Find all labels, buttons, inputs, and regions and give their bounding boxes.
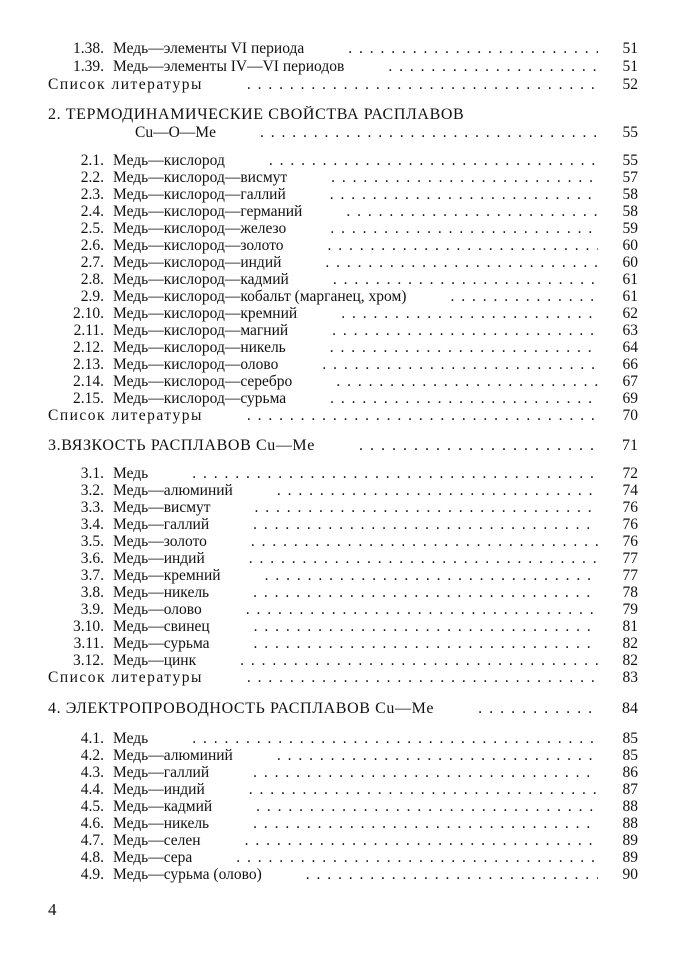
dot-leader [260, 124, 598, 141]
toc-entry [48, 465, 638, 482]
dot-leader [328, 237, 598, 254]
toc-entry [48, 866, 638, 883]
toc-page-number: 90 [622, 866, 638, 883]
toc-entry-number: 3.5. [80, 533, 104, 550]
toc-entry-number: 3.3. [80, 499, 104, 516]
toc-entry [48, 203, 638, 220]
toc-page-number: 64 [622, 339, 638, 356]
toc-entry [48, 305, 638, 322]
toc-entry-title: 3.ВЯЗКОСТЬ РАСПЛАВОВ Cu—Me [48, 437, 315, 454]
toc-entry-title: Медь—галлий [113, 516, 210, 533]
toc-entry-title: Медь—олово [113, 601, 202, 618]
toc-entry-title: Медь—кислород—висмут [113, 169, 288, 186]
toc-entry-title: Медь—золото [113, 533, 207, 550]
toc-page-number: 52 [622, 76, 638, 93]
toc-entry-number: 4.8. [80, 849, 104, 866]
dot-leader [330, 339, 598, 356]
toc-references-entry [48, 76, 638, 93]
toc-entry [48, 322, 638, 339]
toc-entry-number: 3.2. [80, 482, 104, 499]
toc-entry [48, 186, 638, 203]
toc-entry-number: 2.10. [73, 305, 104, 322]
dot-leader [277, 747, 598, 764]
toc-entry [48, 618, 638, 635]
dot-leader [322, 356, 598, 373]
dot-leader [359, 437, 598, 454]
toc-page-number: 74 [622, 482, 638, 499]
toc-entry-title: Медь—алюминий [113, 482, 233, 499]
toc-entry-number: 1.38. [73, 40, 104, 57]
toc-entry [48, 220, 638, 237]
toc-entry-title: Медь—свинец [113, 618, 210, 635]
toc-entry-title: 2. ТЕРМОДИНАМИЧЕСКИЕ СВОЙСТВА РАСПЛАВОВ [48, 106, 465, 123]
toc-entry [48, 567, 638, 584]
dot-leader [247, 669, 598, 686]
toc-entry [48, 152, 638, 169]
toc-page-number: 82 [622, 635, 638, 652]
toc-page-number: 69 [622, 390, 638, 407]
toc-entry-title: Список литературы [48, 76, 203, 93]
toc-entry [48, 550, 638, 567]
toc-entry-number: 2.12. [73, 339, 104, 356]
toc-entry [48, 58, 638, 75]
toc-entry [48, 482, 638, 499]
toc-entry [48, 730, 638, 747]
dot-leader [255, 499, 598, 516]
toc-entry-number: 1.39. [73, 58, 104, 75]
toc-entry-title: Медь—сурьма [113, 635, 210, 652]
toc-entry [48, 601, 638, 618]
toc-page-number: 77 [622, 550, 638, 567]
toc-entry-number: 3.11. [73, 635, 104, 652]
toc-entry [48, 747, 638, 764]
dot-leader [336, 373, 598, 390]
toc-entry-title: Медь—кислород—серебро [113, 373, 293, 390]
toc-references-entry [48, 407, 638, 424]
dot-leader [330, 390, 598, 407]
dot-leader [251, 533, 598, 550]
toc-entry-number: 2.5. [80, 220, 104, 237]
toc-entry-title: Медь [113, 730, 149, 747]
toc-entry-number: 3.9. [80, 601, 104, 618]
toc-entry-title: Медь—кадмий [113, 798, 213, 815]
toc-entry-title: Медь—индий [113, 781, 205, 798]
toc-page-number: 63 [622, 322, 638, 339]
dot-leader [331, 169, 598, 186]
toc-page-number: 83 [622, 669, 638, 686]
toc-entry-number: 4.4. [80, 781, 104, 798]
toc-entry-title: Медь—элементы IV—VI периодов [113, 58, 345, 75]
toc-entry-number: 2.13. [73, 356, 104, 373]
toc-page-number: 76 [622, 499, 638, 516]
toc-page-number: 67 [622, 373, 638, 390]
dot-leader [330, 220, 598, 237]
toc-entry-number: 2.11. [73, 322, 104, 339]
toc-page-number: 88 [622, 815, 638, 832]
toc-entry [48, 40, 638, 57]
toc-entry-title: Медь—кремний [113, 567, 221, 584]
toc-page-number: 76 [622, 533, 638, 550]
dot-leader [346, 203, 598, 220]
toc-entry-title: Медь—индий [113, 550, 205, 567]
dot-leader [333, 271, 598, 288]
toc-entry-number: 4.9. [80, 866, 104, 883]
toc-page-number: 71 [622, 437, 638, 454]
dot-leader [478, 700, 598, 717]
toc-page-number: 72 [622, 465, 638, 482]
toc-entry-number: 2.6. [80, 237, 104, 254]
toc-page-number: 79 [622, 601, 638, 618]
toc-entry-title: Медь—кислород—сурьма [113, 390, 287, 407]
toc-chapter-heading [48, 700, 638, 717]
toc-page-number: 60 [622, 237, 638, 254]
toc-entry-number: 2.8. [80, 271, 104, 288]
dot-leader [388, 58, 598, 75]
toc-page-number: 86 [622, 764, 638, 781]
toc-entry-number: 4.6. [80, 815, 104, 832]
toc-heading-continuation [135, 124, 638, 141]
toc-entry [48, 832, 638, 849]
dot-leader [254, 635, 598, 652]
dot-leader [249, 781, 598, 798]
toc-entry-title: Медь—селен [113, 832, 201, 849]
toc-entry-title: Медь—кислород—олово [113, 356, 279, 373]
toc-page-number: 89 [622, 832, 638, 849]
toc-entry-title: Медь—кислород—германий [113, 203, 303, 220]
toc-entry-number: 2.14. [73, 373, 104, 390]
toc-page-number: 84 [622, 700, 638, 717]
toc-entry-title: Медь—алюминий [113, 747, 233, 764]
toc-page-number: 81 [622, 618, 638, 635]
toc-page-number: 60 [622, 254, 638, 271]
toc-entry-title: Медь—кислород—кадмий [113, 271, 289, 288]
toc-entry [48, 237, 638, 254]
toc-entry [48, 815, 638, 832]
toc-page-number: 61 [622, 288, 638, 305]
toc-entry [48, 271, 638, 288]
toc-entry-number: 4.3. [80, 764, 104, 781]
dot-leader [325, 254, 598, 271]
toc-page-number: 82 [622, 652, 638, 669]
toc-entry-number: 3.12. [73, 652, 104, 669]
toc-entry-number: 2.1. [80, 152, 104, 169]
page-number: 4 [48, 900, 57, 919]
toc-entry-title: Медь—кислород—галлий [113, 186, 286, 203]
toc-entry [48, 288, 638, 305]
toc-page-number: 57 [622, 169, 638, 186]
dot-leader [192, 465, 598, 482]
toc-entry [48, 533, 638, 550]
toc-entry-number: 2.2. [80, 169, 104, 186]
toc-entry-title: Медь—никель [113, 815, 210, 832]
toc-entry-title: 4. ЭЛЕКТРОПРОВОДНОСТЬ РАСПЛАВОВ Cu—Me [48, 700, 435, 717]
toc-entry [48, 584, 638, 601]
toc-page-number: 66 [622, 356, 638, 373]
toc-entry-title: Медь—галлий [113, 764, 210, 781]
dot-leader [265, 567, 598, 584]
toc-page-number: 58 [622, 186, 638, 203]
dot-leader [450, 288, 598, 305]
dot-leader [306, 866, 598, 883]
toc-page-number: 51 [622, 40, 638, 57]
toc-chapter-heading [48, 437, 638, 454]
toc-entry-number: 3.8. [80, 584, 104, 601]
toc-entry-number: 2.9. [80, 288, 104, 305]
toc-entry-title: Список литературы [48, 669, 203, 686]
toc-entry-title: Медь—кислород—никель [113, 339, 286, 356]
toc-entry-number: 2.7. [80, 254, 104, 271]
toc-page-number: 61 [622, 271, 638, 288]
toc-entry [48, 373, 638, 390]
toc-entry-number: 2.15. [73, 390, 104, 407]
toc-entry-number: 4.1. [80, 730, 104, 747]
toc-page-number: 89 [622, 849, 638, 866]
toc-entry-title: Медь—кислород—индий [113, 254, 282, 271]
toc-entry-number: 4.7. [80, 832, 104, 849]
toc-entry-title: Медь—кислород—кремний [113, 305, 298, 322]
dot-leader [253, 584, 598, 601]
dot-leader [247, 407, 598, 424]
toc-entry [48, 499, 638, 516]
dot-leader [269, 152, 598, 169]
dot-leader [240, 652, 598, 669]
toc-entry [48, 516, 638, 533]
dot-leader [348, 40, 598, 57]
toc-entry-title: Медь—сера [113, 849, 193, 866]
toc-entry [48, 849, 638, 866]
toc-page-number: 55 [622, 152, 638, 169]
toc-entry-number: 3.10. [73, 618, 104, 635]
toc-entry [48, 254, 638, 271]
toc-page-number: 87 [622, 781, 638, 798]
toc-page-number: 85 [622, 730, 638, 747]
toc-page-number: 85 [622, 747, 638, 764]
toc-entry-number: 4.2. [80, 747, 104, 764]
toc-entry-number: 3.7. [80, 567, 104, 584]
toc-entry-title: Медь—элементы VI периода [113, 40, 305, 57]
toc-entry [48, 356, 638, 373]
toc-page-number: 70 [622, 407, 638, 424]
toc-entry-title: Медь—никель [113, 584, 210, 601]
dot-leader [247, 76, 598, 93]
toc-entry-title: Медь [113, 465, 149, 482]
toc-entry-number: 3.1. [80, 465, 104, 482]
toc-page-number: 62 [622, 305, 638, 322]
toc-entry-number: 2.4. [80, 203, 104, 220]
toc-entry-number: 4.5. [80, 798, 104, 815]
toc-entry [48, 169, 638, 186]
toc-page-number: 76 [622, 516, 638, 533]
toc-entry-title: Медь—кислород—кобальт (марганец, хром) [113, 288, 407, 305]
toc-entry-title: Медь—кислород—железо [113, 220, 287, 237]
dot-leader [245, 832, 598, 849]
toc-entry-number: 3.6. [80, 550, 104, 567]
dot-leader [341, 305, 598, 322]
dot-leader [249, 550, 598, 567]
dot-leader [253, 516, 598, 533]
toc-entry [48, 764, 638, 781]
toc-entry-title: Медь—висмут [113, 499, 211, 516]
toc-entry [48, 781, 638, 798]
toc-entry-title: Медь—сурьма (олово) [113, 866, 262, 883]
dot-leader [277, 482, 598, 499]
toc-entry-title: Список литературы [48, 407, 203, 424]
toc-entry-title: Медь—цинк [113, 652, 197, 669]
toc-page-number: 78 [622, 584, 638, 601]
dot-leader [253, 815, 598, 832]
toc-references-entry [48, 669, 638, 686]
toc-entry [48, 390, 638, 407]
toc-entry [48, 798, 638, 815]
toc-entry [48, 339, 638, 356]
dot-leader [253, 764, 598, 781]
toc-entry-number: 3.4. [80, 516, 104, 533]
toc-entry-number: 2.3. [80, 186, 104, 203]
dot-leader [246, 601, 598, 618]
toc-page-number: 55 [622, 124, 638, 141]
toc-entry-title: Медь—кислород—магний [113, 322, 289, 339]
toc-entry [48, 652, 638, 669]
dot-leader [256, 798, 598, 815]
toc-entry-title: Медь—кислород [113, 152, 225, 169]
toc-chapter-heading [48, 106, 638, 123]
toc-entry-title: Cu—O—Me [135, 124, 216, 141]
dot-leader [236, 849, 598, 866]
toc-entry [48, 635, 638, 652]
toc-page-number: 77 [622, 567, 638, 584]
toc-page-number: 58 [622, 203, 638, 220]
toc-page-number: 51 [622, 58, 638, 75]
toc-entry-title: Медь—кислород—золото [113, 237, 284, 254]
toc-page-number: 59 [622, 220, 638, 237]
dot-leader [254, 618, 598, 635]
dot-leader [330, 186, 598, 203]
toc-page-number: 88 [622, 798, 638, 815]
dot-leader [332, 322, 598, 339]
dot-leader [192, 730, 598, 747]
